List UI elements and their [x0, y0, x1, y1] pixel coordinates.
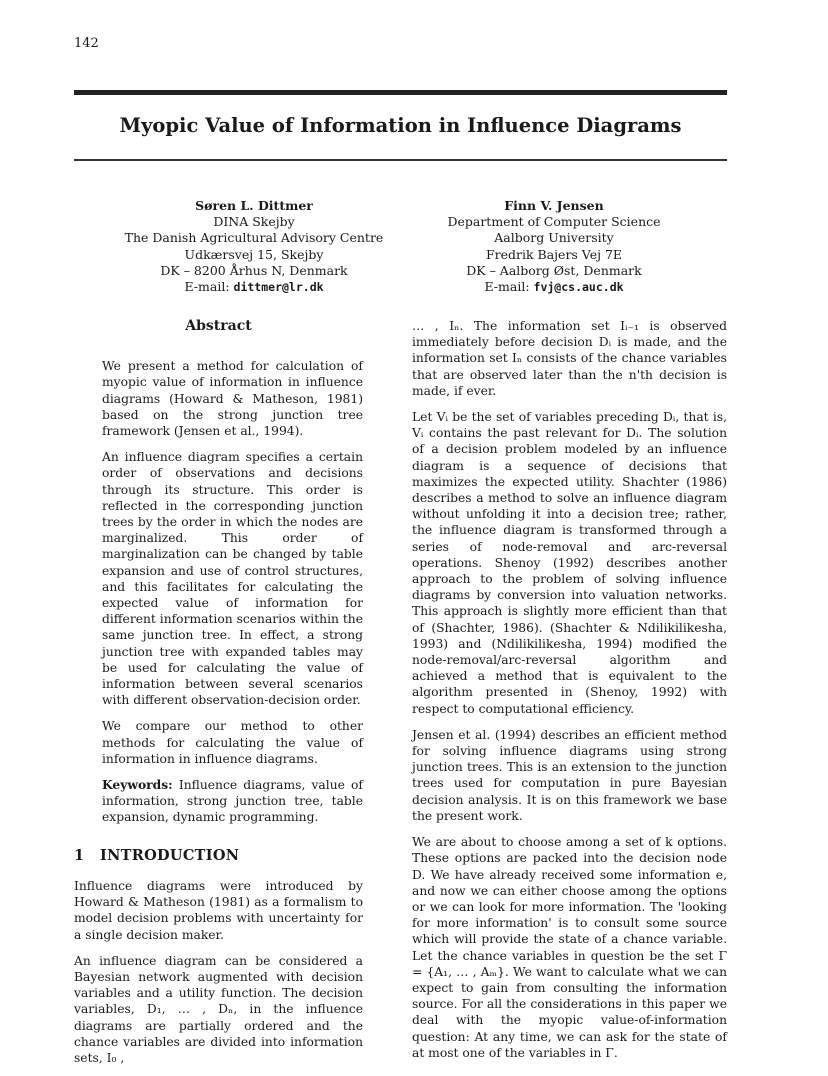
author-affiliation-line: The Danish Agricultural Advisory Centre [124, 230, 384, 246]
abstract-paragraph: We compare our method to other methods for calculating the value of information in influence diagrams. [102, 719, 363, 766]
email-label: E-mail: [184, 279, 230, 295]
author-name: Søren L. Dittmer [195, 198, 313, 213]
body-paragraph: An influence diagram can be considered a Bayesian network augmented with decision variables and a utility function. The decision variables, D₁, … , Dₙ, in the influence diagrams are partially ordered and the chance variables are divided into information sets, I₀ , [74, 953, 363, 1065]
author-name: Finn V. Jensen [504, 198, 604, 213]
section-heading [74, 848, 363, 864]
author-affiliation-line: Udkærsvej 15, Skejby [184, 246, 324, 262]
author-email[interactable]: dittmer@lr.dk [233, 280, 324, 295]
right-column [412, 318, 727, 1071]
body-paragraph: Influence diagrams were introduced by Howard & Matheson (1981) as a formalism to model decision problems with uncertainty for a single decision maker. [74, 878, 363, 942]
paper-title: Myopic Value of Information in Influence Diagrams [119, 114, 682, 137]
email-label: E-mail: [484, 279, 530, 295]
author-email-line [74, 279, 434, 295]
body-paragraph: … , Iₙ. The information set Iᵢ₋₁ is observed immediately before decision Dᵢ is made, and the information set Iₙ consists of the chance variables that are observed later than the n'th decision is made, if ever. [412, 319, 727, 398]
author-affiliation-line: DINA Skejby [213, 214, 295, 230]
section-number: 1 [74, 846, 85, 864]
keywords-text: Influence diagrams, value of information, strong junction tree, table expansion, dynamic programming. [102, 778, 363, 825]
abstract-paragraph: We present a method for calculation of myopic value of information in influence diagrams (Howard & Matheson, 1981) based on the strong junction tree framework (Jensen et al., 1994). [102, 359, 363, 439]
body-paragraph: We are about to choose among a set of k options. These options are packed into the decision node D. We have already received some information e, and now we can either choose among the options or we can look for more information. The 'looking for more information' is to consult some source which will provide the state of a chance variable. Let the chance variables in question be the set Γ = {A₁, … , Aₘ}. We want to calculate what we can expect to gain from consulting the information source. For all the considerations in this paper we deal with the myopic value-of-information question: At any time, we can ask for the state of at most one of the variables in Γ. [412, 835, 727, 1060]
author-affiliation-line: Aalborg University [494, 230, 614, 246]
body-paragraph: Let Vᵢ be the set of variables preceding Dᵢ, that is, Vᵢ contains the past relevant for Dᵢ. The solution of a decision problem modeled by an influence diagram is a sequence of decisions that maximizes the expected utility. Shachter (1986) describes a method to solve an influence diagram without unfolding it into a decision tree; rather, the influence diagram is transformed through a series of node-removal and arc-reversal operations. Shenoy (1992) describes another approach to the problem of solving influence diagrams by conversion into valuation networks. This approach is slightly more efficient than that of (Shachter, 1986). (Shachter & Ndilikilikesha, 1993) and (Ndilikilikesha, 1994) modified the node-removal/arc-reversal algorithm and achieved a method that is equivalent to the algorithm presented in (Shenoy, 1992) with respect to computational efficiency. [412, 410, 727, 716]
author-1 [74, 198, 434, 295]
section-title: INTRODUCTION [100, 846, 240, 864]
author-affiliation-line: DK – 8200 Århus N, Denmark [160, 262, 348, 278]
author-affiliation-line: Department of Computer Science [447, 214, 661, 230]
abstract-heading: Abstract [185, 318, 252, 334]
author-email[interactable]: fvj@cs.auc.dk [533, 280, 624, 295]
abstract-body [74, 358, 363, 825]
author-2 [414, 198, 694, 295]
author-email-line [414, 279, 694, 295]
page-number: 142 [74, 36, 99, 51]
body-paragraph: Jensen et al. (1994) describes an efficient method for solving influence diagrams using strong junction trees. This is an extension to the junction trees used for computation in pure Bayesian decision analysis. It is on this framework we base the present work. [412, 727, 727, 823]
author-affiliation-line: Fredrik Bajers Vej 7E [485, 246, 623, 262]
top-rule [74, 90, 727, 95]
keywords [102, 777, 363, 826]
author-affiliation-line: DK – Aalborg Øst, Denmark [466, 262, 642, 278]
left-column [74, 318, 363, 1076]
keywords-label: Keywords: [102, 777, 173, 793]
title-rule [74, 159, 727, 161]
abstract-paragraph: An influence diagram specifies a certain order of observations and decisions through its structure. This order is reflected in the corresponding junction trees by the order in which the nodes are marginalized. This order of marginalization can be changed by table expansion and use of control structures, and this facilitates for calculating the expected value of information for different information scenarios within the same junction tree. In effect, a strong junction tree with expanded tables may be used for calculating the value of information between several scenarios with different observation-decision order. [102, 450, 363, 708]
